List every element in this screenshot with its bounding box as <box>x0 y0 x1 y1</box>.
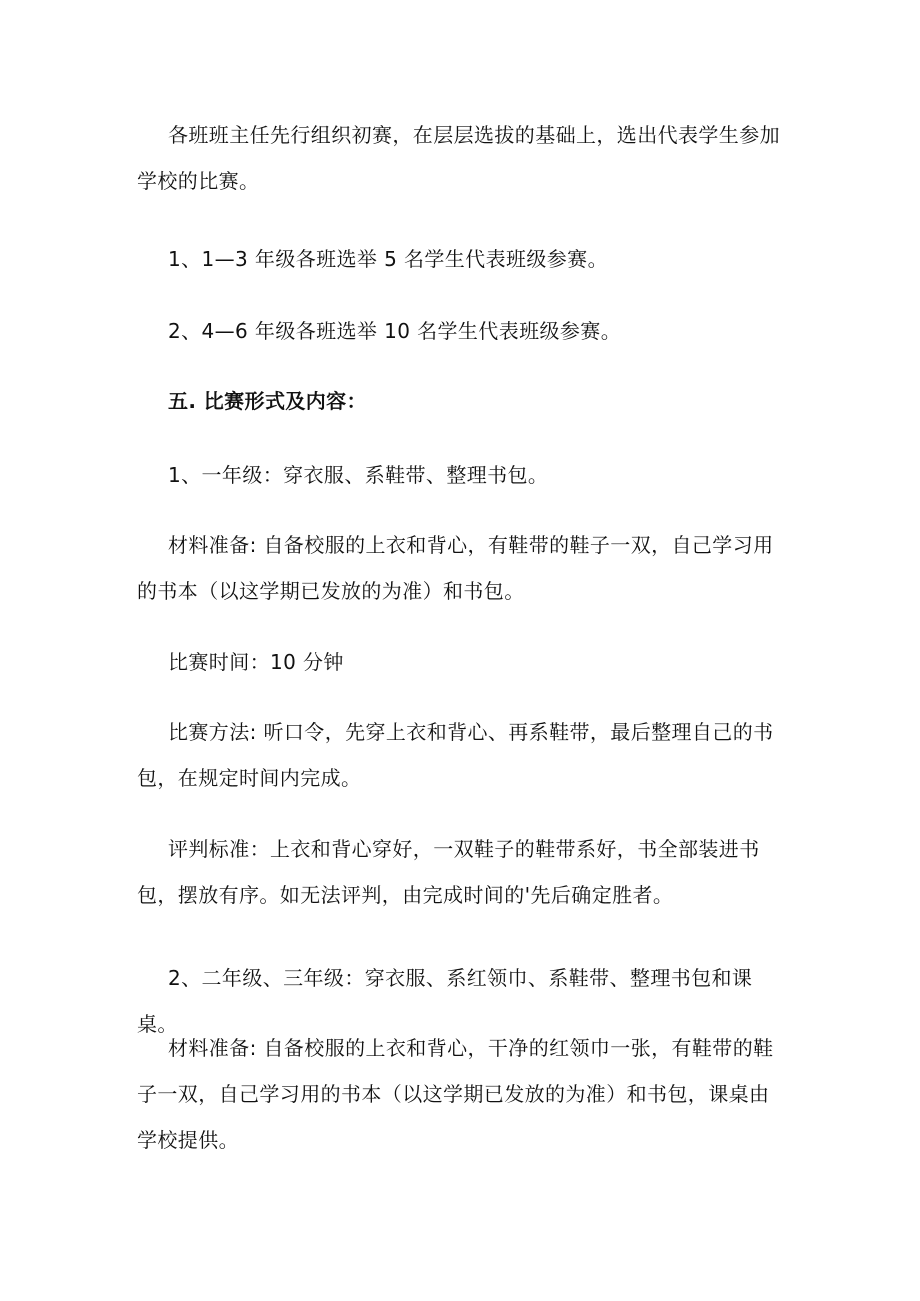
paragraph-materials-1: 材料准备: 自备校服的上衣和背心，有鞋带的鞋子一双，自己学习用的书本（以这学期已发放的为准）和书包。 <box>137 533 774 603</box>
section-heading: 五. 比赛形式及内容： <box>168 389 367 413</box>
paragraph-intro: 各班班主任先行组织初赛，在层层选拔的基础上，选出代表学生参加学校的比赛。 <box>137 123 780 193</box>
paragraph-criteria: 评判标准：上衣和背心穿好，一双鞋子的鞋带系好，书全部装进书包，摆放有序。如无法评判，由完成时间的'先后确定胜者。 <box>137 837 760 907</box>
paragraph-grade-4-6: 2、4—6 年级各班选举 10 名学生代表班级参赛。 <box>168 319 622 343</box>
paragraph-grade-two-three: 2、二年级、三年级：穿衣服、系红领巾、系鞋带、整理书包和课桌。 <box>137 966 753 1036</box>
paragraph-time: 比赛时间：10 分钟 <box>168 650 344 674</box>
paragraph-materials-2: 材料准备: 自备校服的上衣和背心，干净的红领巾一张，有鞋带的鞋子一双，自己学习用的书本（以这学期已发放的为准）和书包，课桌由学校提供。 <box>137 1036 774 1152</box>
paragraph-grade-one: 1、一年级：穿衣服、系鞋带、整理书包。 <box>168 463 549 487</box>
paragraph-grade-1-3: 1、1—3 年级各班选举 5 名学生代表班级参赛。 <box>168 247 608 271</box>
paragraph-method: 比赛方法: 听口令，先穿上衣和背心、再系鞋带，最后整理自己的书包，在规定时间内完成。 <box>137 720 774 790</box>
